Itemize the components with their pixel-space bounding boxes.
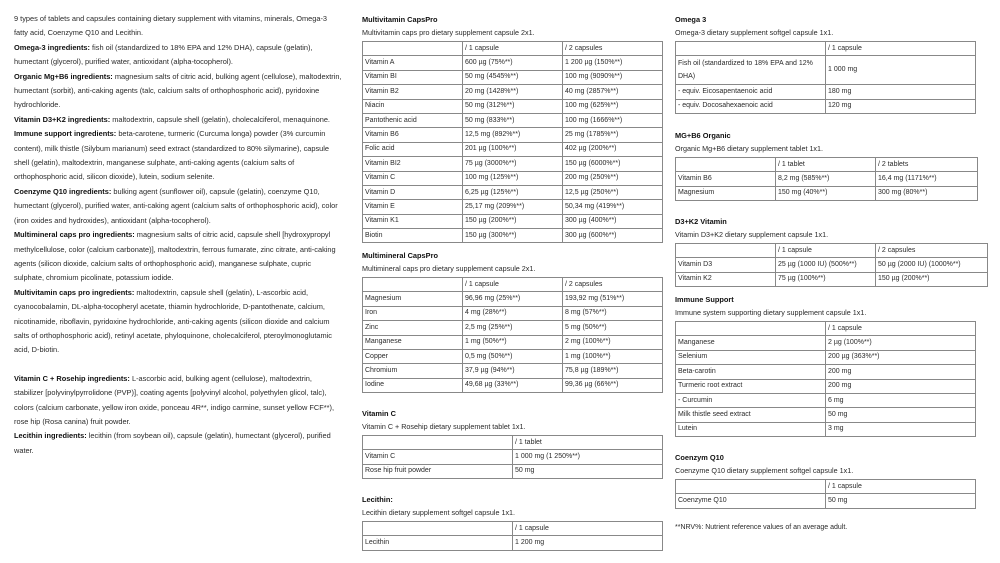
ingredients-text: lecithin (from soybean oil), capsule (gelatin), humectant (glycerol), purified water.: [14, 431, 331, 455]
value-cell: 1 mg (100%**): [563, 349, 663, 363]
table-row: [363, 349, 663, 363]
value-cell: 6,25 µg (125%**): [463, 185, 563, 199]
section-description: Organic Mg+B6 dietary supplement tablet 1x1.: [675, 144, 824, 153]
nutrient-cell: Vitamin A: [363, 56, 463, 70]
nutrient-cell: Manganese: [676, 336, 826, 350]
section-title: Multivitamin CapsPro: [362, 15, 438, 24]
value-cell: 150 µg (300%**): [463, 229, 563, 243]
vitamin-c-table: [362, 435, 663, 479]
value-cell: 40 mg (2857%**): [563, 85, 663, 99]
ingredients-text: fish oil (standardized to 18% EPA and 12% DHA), capsule (gelatin), humectant (glycerol), purified water, antioxidant (alpha-tocopherol).: [14, 42, 313, 67]
value-cell: 150 mg (40%**): [776, 186, 876, 200]
value-cell: 99,36 µg (66%**): [563, 378, 663, 392]
nutrient-cell: Vitamin D: [363, 185, 463, 199]
value-cell: 25 mg (1785%**): [563, 128, 663, 142]
table-row: [363, 185, 663, 199]
mgb6-table: [675, 157, 978, 201]
coq10-table: [675, 479, 976, 509]
section-title: Multimineral CapsPro: [362, 251, 438, 260]
table-row: [676, 393, 976, 407]
omega3-table: [675, 41, 976, 114]
value-cell: 20 mg (1428%**): [463, 85, 563, 99]
table-row: [363, 70, 663, 84]
lecithin-section: [362, 494, 663, 551]
ingredients-text: bulking agent (sunflower oil), capsule (gelatin), coenzyme Q10, humectant (glycerol), purified water, anti-caking agent (calcium salts of orthophosphoric acid), color (iron oxides and hydroxides), antioxidant (alpha-tocopherol).: [14, 186, 338, 225]
ingredients-paragraph: [14, 70, 342, 113]
value-cell: 12,5 mg (892%**): [463, 128, 563, 142]
nutrient-cell: [676, 42, 826, 56]
table-row: [363, 113, 663, 127]
value-cell: 150 µg (200%**): [463, 214, 563, 228]
value-cell: 25 µg (1000 IU) (500%**): [776, 258, 876, 272]
nutrient-cell: Copper: [363, 349, 463, 363]
lecithin-table: [362, 521, 663, 551]
table-row: [676, 258, 988, 272]
section-description: Vitamin C + Rosehip dietary supplement tablet 1x1.: [362, 422, 526, 431]
nutrient-cell: Chromium: [363, 364, 463, 378]
value-cell: 75 µg (100%**): [776, 272, 876, 286]
nutrient-cell: Beta-carotin: [676, 365, 826, 379]
table-row: [676, 99, 976, 113]
value-cell: 180 mg: [826, 85, 976, 99]
value-cell: 1 000 mg (1 250%**): [513, 450, 663, 464]
multimineral-table: [362, 277, 663, 393]
value-cell: 50,34 mg (419%**): [563, 200, 663, 214]
nutrient-cell: [363, 42, 463, 56]
nutrient-cell: Vitamin B6: [363, 128, 463, 142]
value-cell: 150 µg (6000%**): [563, 157, 663, 171]
value-cell: 2 mg (100%**): [563, 335, 663, 349]
table-row: [363, 450, 663, 464]
value-cell: / 1 capsule: [776, 244, 876, 258]
value-cell: 16,4 mg (1171%**): [876, 172, 978, 186]
nutrient-cell: Fish oil (standardized to 18% EPA and 12% DHA): [676, 56, 826, 85]
ingredients-paragraph: [14, 41, 342, 70]
value-cell: 402 µg (200%**): [563, 142, 663, 156]
value-cell: / 1 capsule: [826, 322, 976, 336]
nutrient-cell: Niacin: [363, 99, 463, 113]
immune-table: [675, 321, 976, 437]
value-cell: 50 mg (4545%**): [463, 70, 563, 84]
ingredients-paragraph: [14, 429, 342, 458]
table-row: [363, 292, 663, 306]
coq10-section: [675, 452, 976, 509]
table-row: [363, 335, 663, 349]
ingredients-paragraph: [14, 127, 342, 185]
value-cell: 75,8 µg (189%**): [563, 364, 663, 378]
nutrient-cell: - equiv. Docosahexaenoic acid: [676, 99, 826, 113]
ingredients-label: Coenzyme Q10 ingredients:: [14, 186, 112, 196]
section-title: Lecithin:: [362, 495, 393, 504]
ingredients-text: magnesium salts of citric acid, bulking agent (cellulose), maltodextrin, humectant (sorbit), anti-caking agents (talc, calcium salts of orthophosphoric acid), pyridoxine hydrochloride.: [14, 71, 342, 110]
nutrient-cell: [676, 480, 826, 494]
value-cell: 12,5 µg (250%**): [563, 185, 663, 199]
value-cell: / 1 capsule: [513, 522, 663, 536]
table-row: [676, 186, 978, 200]
nutrient-cell: Biotin: [363, 229, 463, 243]
nutrient-cell: Vitamin E: [363, 200, 463, 214]
table-header-row: [363, 42, 663, 56]
ingredients-label: Lecithin ingredients:: [14, 431, 87, 441]
nutrient-cell: Zinc: [363, 321, 463, 335]
value-cell: 120 mg: [826, 99, 976, 113]
table-row: [363, 85, 663, 99]
nutrient-cell: Vitamin B6: [676, 172, 776, 186]
table-row: [363, 128, 663, 142]
value-cell: / 1 capsule: [463, 42, 563, 56]
value-cell: 1 200 mg: [513, 536, 663, 550]
ingredients-text: magnesium salts of citric acid, capsule shell [hydroxypropyl methylcellulose, color (calcium carbonate)], maltodextrin, ferrous fumarate, zinc citrate, anti-caking agents (silicon dioxide, calcium salts of orthophosphoric acid), manganese sulphate, cupric sulphate, chromium picolinate, potassium iodide.: [14, 230, 336, 283]
table-row: [363, 200, 663, 214]
table-header-row: [676, 244, 988, 258]
d3k2-table: [675, 243, 988, 287]
nutrient-cell: Rose hip fruit powder: [363, 464, 513, 478]
value-cell: 100 mg (125%**): [463, 171, 563, 185]
section-description: Vitamin D3+K2 dietary supplement capsule 1x1.: [675, 230, 829, 239]
ingredients-label: Multimineral caps pro ingredients:: [14, 230, 135, 240]
value-cell: 6 mg: [826, 393, 976, 407]
table-row: [363, 464, 663, 478]
value-cell: 200 mg (250%**): [563, 171, 663, 185]
nutrient-cell: - Curcumin: [676, 393, 826, 407]
multivitamin-table: [362, 41, 663, 243]
value-cell: 200 mg: [826, 365, 976, 379]
table-header-row: [676, 480, 976, 494]
value-cell: 50 mg (312%**): [463, 99, 563, 113]
nutrient-cell: [676, 322, 826, 336]
nutrient-cell: Vitamin B2: [363, 85, 463, 99]
ingredients-label: Organic Mg+B6 ingredients:: [14, 71, 113, 81]
nutrient-cell: Turmeric root extract: [676, 379, 826, 393]
section-description: Immune system supporting dietary supplement capsule 1x1.: [675, 308, 867, 317]
table-row: [676, 172, 978, 186]
nutrient-cell: - equiv. Eicosapentaenoic acid: [676, 85, 826, 99]
value-cell: 600 µg (75%**): [463, 56, 563, 70]
nutrient-cell: Lecithin: [363, 536, 513, 550]
value-cell: 8,2 mg (585%**): [776, 172, 876, 186]
value-cell: / 2 tablets: [876, 158, 978, 172]
value-cell: 75 µg (3000%**): [463, 157, 563, 171]
table-row: [676, 85, 976, 99]
table-row: [676, 350, 976, 364]
table-header-row: [676, 322, 976, 336]
value-cell: 2 µg (100%**): [826, 336, 976, 350]
value-cell: 8 mg (57%**): [563, 306, 663, 320]
table-row: [676, 494, 976, 508]
table-row: [363, 171, 663, 185]
ingredients-text: maltodextrin, capsule shell (gelatin), cholecalciferol, menaquinone.: [112, 114, 330, 124]
ingredients-column: [14, 12, 342, 458]
table-row: [676, 272, 988, 286]
ingredients-label: Omega-3 ingredients:: [14, 42, 90, 52]
value-cell: / 2 capsules: [563, 42, 663, 56]
table-header-row: [676, 158, 978, 172]
nutrient-cell: Folic acid: [363, 142, 463, 156]
value-cell: 0,5 mg (50%**): [463, 349, 563, 363]
ingredients-text: beta-carotene, turmeric (Curcuma longa) powder (3% curcumin content), milk thistle (Silybum marianum) seed extract (standardized to 80% silymarine), capsule shell (gelatin), maltodextrin, manganese sulphate, anti-caking agents (calcium salts of orthophosphoric acid, silicon dioxide), lutein, sodium selenite.: [14, 129, 330, 182]
ingredients-label: Vitamin C + Rosehip ingredients:: [14, 373, 130, 383]
nutrient-cell: Vitamin C: [363, 171, 463, 185]
section-title: Omega 3: [675, 15, 707, 24]
value-cell: 4 mg (28%**): [463, 306, 563, 320]
nutrient-cell: Manganese: [363, 335, 463, 349]
nutrient-cell: [363, 522, 513, 536]
ingredients-text: 9 types of tablets and capsules containing dietary supplement with vitamins, minerals, Omega-3 fatty acid, Coenzyme Q10 and Lecithin.: [14, 14, 328, 38]
ingredients-label: Multivitamin caps pro ingredients:: [14, 287, 135, 297]
table-header-row: [363, 522, 663, 536]
section-title: D3+K2 Vitamin: [675, 217, 727, 226]
table-row: [676, 365, 976, 379]
multimineral-section: [362, 250, 663, 393]
section-title: MG+B6 Organic: [675, 131, 731, 140]
ingredients-text: L-ascorbic acid, bulking agent (cellulose), maltodextrin, stabilizer [polyvinylpyrrolidone (PVP)], coating agents [polyvinyl alcohol, polyethylen glicol, talc), colors (calcium carbonate, yellow iron oxide, ponceau 4R**, indigo carmine, sunset yellow FCF**), rose hip (Rosa canina) fruit powder.: [14, 373, 334, 426]
value-cell: 50 mg: [513, 464, 663, 478]
table-row: [363, 229, 663, 243]
table-row: [676, 408, 976, 422]
nutrient-cell: Lutein: [676, 422, 826, 436]
nutrient-cell: Milk thistle seed extract: [676, 408, 826, 422]
section-description: Omega-3 dietary supplement softgel capsule 1x1.: [675, 28, 834, 37]
ingredients-label: Vitamin D3+K2 ingredients:: [14, 114, 111, 124]
value-cell: / 1 capsule: [463, 278, 563, 292]
value-cell: / 2 capsules: [563, 278, 663, 292]
value-cell: 50 mg (833%**): [463, 113, 563, 127]
value-cell: 96,96 mg (25%**): [463, 292, 563, 306]
value-cell: 3 mg: [826, 422, 976, 436]
nutrient-cell: Vitamin BI2: [363, 157, 463, 171]
nutrient-cell: Iron: [363, 306, 463, 320]
nutrient-cell: Pantothenic acid: [363, 113, 463, 127]
nrv-footnote: **NRV%: Nutrient reference values of an average adult.: [675, 524, 848, 531]
value-cell: 193,92 mg (51%**): [563, 292, 663, 306]
table-row: [676, 422, 976, 436]
value-cell: 1 000 mg: [826, 56, 976, 85]
table-row: [676, 56, 976, 85]
mgb6-section: [675, 130, 978, 201]
value-cell: 100 mg (9090%**): [563, 70, 663, 84]
section-description: Multivitamin caps pro dietary supplement capsule 2x1.: [362, 28, 535, 37]
ingredients-paragraph: [14, 113, 342, 127]
value-cell: 37,9 µg (94%**): [463, 364, 563, 378]
table-row: [363, 321, 663, 335]
value-cell: / 2 capsules: [876, 244, 988, 258]
ingredients-paragraph: [14, 185, 342, 228]
ingredients-text: maltodextrin, capsule shell (gelatin), L-ascorbic acid, cyanocobalamin, DL-alpha-tocopheryl acetate, thiamin hydrochloride, D-pantothenate, calcium, nicotinamide, riboflavin, pyridoxine hydrochloride, anti-caking agents (silicon dioxide and calcium salts of orthophosphoric acid), retinyl acetate, phyloquinone, cholecalciferol, pteroylmonoglutamic acid, D-biotin.: [14, 287, 332, 355]
table-row: [363, 56, 663, 70]
value-cell: 49,68 µg (33%**): [463, 378, 563, 392]
table-row: [363, 306, 663, 320]
value-cell: 25,17 mg (209%**): [463, 200, 563, 214]
nutrient-cell: [363, 436, 513, 450]
table-row: [363, 364, 663, 378]
nutrient-cell: [676, 244, 776, 258]
nutrient-cell: Selenium: [676, 350, 826, 364]
value-cell: / 1 capsule: [826, 42, 976, 56]
nutrient-cell: Vitamin BI: [363, 70, 463, 84]
table-row: [363, 99, 663, 113]
value-cell: 50 µg (2000 IU) (1000%**): [876, 258, 988, 272]
table-header-row: [363, 436, 663, 450]
nutrient-cell: [676, 158, 776, 172]
d3k2-section: [675, 216, 988, 287]
multivitamin-section: [362, 14, 663, 243]
section-title: Immune Support: [675, 295, 734, 304]
value-cell: 1 mg (50%**): [463, 335, 563, 349]
value-cell: 5 mg (50%**): [563, 321, 663, 335]
value-cell: 300 µg (400%**): [563, 214, 663, 228]
table-row: [363, 214, 663, 228]
table-row: [676, 336, 976, 350]
value-cell: 2,5 mg (25%**): [463, 321, 563, 335]
value-cell: 300 µg (600%**): [563, 229, 663, 243]
omega3-section: [675, 14, 976, 114]
nutrient-cell: [363, 278, 463, 292]
nutrient-cell: Magnesium: [363, 292, 463, 306]
value-cell: 100 mg (625%**): [563, 99, 663, 113]
section-description: Lecithin dietary supplement softgel capsule 1x1.: [362, 508, 516, 517]
ingredients-paragraph: [14, 286, 342, 358]
nutrient-cell: Vitamin D3: [676, 258, 776, 272]
table-row: [363, 157, 663, 171]
ingredients-paragraph: [14, 12, 342, 41]
table-header-row: [676, 42, 976, 56]
section-description: Multimineral caps pro dietary supplement capsule 2x1.: [362, 264, 536, 273]
nutrient-cell: Vitamin K1: [363, 214, 463, 228]
value-cell: 300 mg (80%**): [876, 186, 978, 200]
value-cell: 100 mg (1666%**): [563, 113, 663, 127]
table-row: [676, 379, 976, 393]
table-row: [363, 536, 663, 550]
nutrient-cell: Iodine: [363, 378, 463, 392]
value-cell: 50 mg: [826, 408, 976, 422]
value-cell: 200 mg: [826, 379, 976, 393]
value-cell: 150 µg (200%**): [876, 272, 988, 286]
ingredients-paragraph: [14, 372, 342, 430]
nutrient-cell: Magnesium: [676, 186, 776, 200]
value-cell: / 1 tablet: [776, 158, 876, 172]
ingredients-label: Immune support ingredients:: [14, 129, 117, 139]
section-title: Coenzym Q10: [675, 453, 724, 462]
value-cell: 200 µg (363%**): [826, 350, 976, 364]
table-row: [363, 378, 663, 392]
value-cell: / 1 capsule: [826, 480, 976, 494]
value-cell: 50 mg: [826, 494, 976, 508]
table-header-row: [363, 278, 663, 292]
section-description: Coenzyme Q10 dietary supplement softgel capsule 1x1.: [675, 466, 854, 475]
value-cell: / 1 tablet: [513, 436, 663, 450]
vitamin-c-section: [362, 408, 663, 479]
value-cell: 201 µg (100%**): [463, 142, 563, 156]
nutrient-cell: Vitamin C: [363, 450, 513, 464]
nutrient-cell: Coenzyme Q10: [676, 494, 826, 508]
value-cell: 1 200 µg (150%**): [563, 56, 663, 70]
ingredients-paragraph: [14, 228, 342, 286]
table-row: [363, 142, 663, 156]
nutrient-cell: Vitamin K2: [676, 272, 776, 286]
immune-section: [675, 294, 976, 437]
section-title: Vitamin C: [362, 409, 396, 418]
